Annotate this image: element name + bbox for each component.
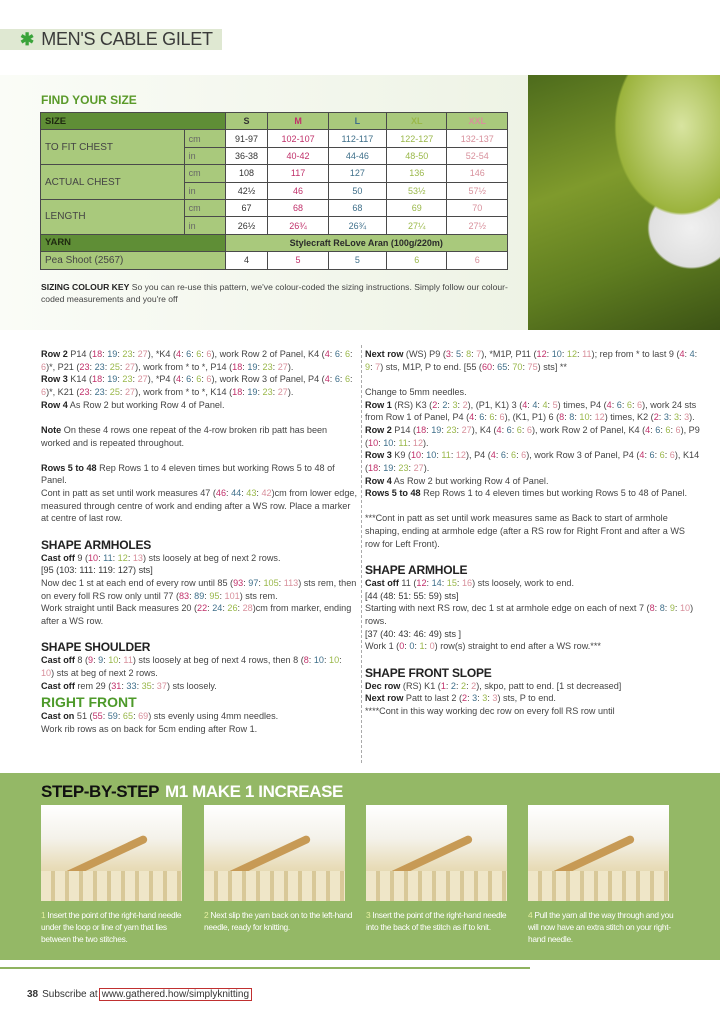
step-number: 3 xyxy=(366,910,371,920)
instruction-text: 11 (12: 14: 15: 16) sts loosely, work to end. xyxy=(398,577,575,588)
step-by-step-title xyxy=(41,782,343,802)
step-photo xyxy=(528,805,669,901)
instruction-text: [95 (103: 111: 119: 127) sts] xyxy=(41,565,153,576)
instruction-text: K9 (10: 10: 11: 12), P4 (4: 6: 6: 6), work Row 3 of Panel, P4 (4: 6: 6: 6), K14 (18: 19: 23: 27). xyxy=(365,450,700,473)
step-number: 4 xyxy=(528,910,533,920)
instruction-paragraph xyxy=(41,723,357,736)
instruction-label: Row 4 xyxy=(365,475,392,486)
measurement-value: 48-50 xyxy=(386,147,447,164)
measurement-row xyxy=(41,199,508,216)
instruction-paragraph xyxy=(41,602,357,627)
measurement-label: LENGTH xyxy=(41,199,185,234)
step-title: STEP-BY-STEP xyxy=(41,782,160,801)
instructions-left-column xyxy=(41,348,357,735)
step-caption xyxy=(204,909,354,933)
instruction-label: Cast on xyxy=(41,711,75,722)
step-caption xyxy=(366,909,516,933)
unit: cm xyxy=(184,165,225,182)
footer xyxy=(27,988,252,1001)
instruction-text: (WS) P9 (3: 5: 8: 7), *M1P, P11 (12: 10: 12: 11); rep from * to last 9 (4: 4: 9: 7) sts, M1P, P to end. [55 (60: 65: 70: 75) sts] ** xyxy=(365,349,698,372)
size-xl: XL xyxy=(386,113,447,130)
instruction-label: Row 3 xyxy=(365,450,392,461)
yarn-label: YARN xyxy=(41,234,226,251)
measurement-value: 146 xyxy=(447,165,508,182)
instruction-paragraph xyxy=(365,348,701,373)
yarn-quantity: 5 xyxy=(328,252,386,269)
instruction-label: Dec row xyxy=(365,680,401,691)
unit: in xyxy=(184,182,225,199)
measurement-value: 68 xyxy=(268,199,329,216)
asterisk-icon: ✱ xyxy=(20,29,35,49)
measurement-value: 27¼ xyxy=(386,217,447,234)
instruction-paragraph xyxy=(41,487,357,525)
instruction-text: Patt to last 2 (2: 3: 3: 3) sts, P to end. xyxy=(403,693,556,704)
instruction-text: P14 (18: 19: 23: 27), *K4 (4: 6: 6: 6), work Row 2 of Panel, K4 (4: 6: 6: 6)*, P21 (23: 23: 25: 27), work from * to *, P14 (18: 19: 23: 27). xyxy=(41,349,353,372)
measurement-value: 132-137 xyxy=(447,130,508,147)
subscribe-link[interactable]: www.gathered.how/simplyknitting xyxy=(99,988,252,1001)
measurement-value: 127 xyxy=(328,165,386,182)
step-text: Pull the yarn all the way through and you will now have an extra stitch on your right-hand needle. xyxy=(528,910,674,944)
section-heading: SHAPE FRONT SLOPE xyxy=(365,665,492,680)
measurement-value: 108 xyxy=(225,165,268,182)
measurement-value: 102-107 xyxy=(268,130,329,147)
measurement-row xyxy=(41,165,508,182)
yarn-quantity: 6 xyxy=(386,252,447,269)
step-subtitle: M1 MAKE 1 INCREASE xyxy=(165,782,343,801)
unit: cm xyxy=(184,130,225,147)
measurement-value: 57½ xyxy=(447,182,508,199)
instruction-text: Work straight until Back measures 20 (22: 24: 26: 28)cm from marker, ending after a WS row. xyxy=(41,603,352,626)
measurement-value: 68 xyxy=(328,199,386,216)
instruction-paragraph xyxy=(365,692,701,705)
size-s: S xyxy=(225,113,268,130)
instruction-text: K14 (18: 19: 23: 27), *P4 (4: 6: 6: 6), work Row 3 of Panel, P4 (4: 6: 6: 6)*, K21 (23: 23: 25: 27), work from * to *, K14 (18: 19: 23: 27). xyxy=(41,374,353,397)
unit: cm xyxy=(184,199,225,216)
measurement-label: ACTUAL CHEST xyxy=(41,165,185,200)
sizing-colour-key xyxy=(41,282,511,305)
instruction-paragraph xyxy=(41,680,357,693)
measurement-value: 26½ xyxy=(225,217,268,234)
yarn-header-row xyxy=(41,234,508,251)
find-your-size-heading: FIND YOUR SIZE xyxy=(41,93,137,107)
step-caption xyxy=(528,909,678,945)
footer-rule xyxy=(0,967,530,969)
instruction-label: Row 3 xyxy=(41,374,68,385)
section-title: RIGHT FRONT xyxy=(41,694,137,711)
measurement-value: 26¾ xyxy=(268,217,329,234)
instruction-paragraph xyxy=(41,654,357,679)
measurement-value: 46 xyxy=(268,182,329,199)
instruction-text: [37 (40: 43: 46: 49) sts ] xyxy=(365,628,462,639)
unit: in xyxy=(184,147,225,164)
instruction-label: Row 4 xyxy=(41,399,68,410)
instruction-paragraph xyxy=(41,399,357,412)
instruction-paragraph xyxy=(365,449,701,474)
yarn-name: Stylecraft ReLove Aran (100g/220m) xyxy=(225,234,507,251)
instruction-paragraph xyxy=(365,487,701,500)
instruction-paragraph xyxy=(365,640,701,653)
instruction-text: Work rib rows as on back for 5cm ending after Row 1. xyxy=(41,723,258,734)
measurement-value: 117 xyxy=(268,165,329,182)
instruction-paragraph xyxy=(365,386,701,399)
instruction-paragraph xyxy=(365,399,701,424)
section-heading: SHAPE SHOULDER xyxy=(41,640,151,655)
instructions-right-column xyxy=(365,348,701,717)
yarn-quantity: 6 xyxy=(447,252,508,269)
instruction-paragraph xyxy=(365,680,701,693)
instruction-text: On these 4 rows one repeat of the 4-row broken rib patt has been worked and is repeated throughout. xyxy=(41,424,328,448)
size-header-row xyxy=(41,113,508,130)
instruction-label: Row 2 xyxy=(365,424,392,435)
step-text: Insert the point of the right-hand needle under the loop or line of yarn that lies between the two stitches. xyxy=(41,910,182,944)
measurement-label: TO FIT CHEST xyxy=(41,130,185,165)
instruction-text: Rep Rows 1 to 4 eleven times but working Rows 5 to 48 of Panel. xyxy=(41,462,335,486)
gilet-photo xyxy=(528,75,720,330)
yarn-quantity: 4 xyxy=(225,252,268,269)
instruction-text: Change to 5mm needles. xyxy=(365,386,467,397)
measurement-value: 53½ xyxy=(386,182,447,199)
measurement-value: 36-38 xyxy=(225,147,268,164)
step-photo xyxy=(204,805,345,901)
measurement-value: 27½ xyxy=(447,217,508,234)
instruction-label: Rows 5 to 48 xyxy=(41,462,97,473)
section-heading: SHAPE ARMHOLES xyxy=(41,537,152,552)
measurement-value: 26¾ xyxy=(328,217,386,234)
size-label: SIZE xyxy=(41,113,226,130)
measurement-value: 40-42 xyxy=(268,147,329,164)
measurement-value: 91-97 xyxy=(225,130,268,147)
page-header xyxy=(0,29,222,50)
instruction-label: Row 1 xyxy=(365,399,392,410)
unit: in xyxy=(184,217,225,234)
instruction-paragraph xyxy=(41,577,357,602)
measurement-value: 136 xyxy=(386,165,447,182)
instruction-text: 51 (55: 59: 65: 69) sts evenly using 4mm needles. xyxy=(74,711,279,722)
measurement-value: 70 xyxy=(447,199,508,216)
instruction-paragraph xyxy=(365,705,701,718)
step-number: 1 xyxy=(41,910,46,920)
measurement-value: 112-117 xyxy=(328,130,386,147)
instruction-text: ****Cont in this way working dec row on every foll RS row until xyxy=(365,705,615,716)
instruction-paragraph xyxy=(41,462,357,487)
instruction-text: As Row 2 but working Row 4 of Panel. xyxy=(391,475,549,486)
yarn-colour: Pea Shoot (2567) xyxy=(41,252,226,269)
measurement-value: 122-127 xyxy=(386,130,447,147)
instruction-paragraph xyxy=(41,348,357,373)
size-m: M xyxy=(268,113,329,130)
instruction-text: P14 (18: 19: 23: 27), K4 (4: 6: 6: 6), work Row 2 of Panel, K4 (4: 6: 6: 6), P9 (10: 10: 11: 12). xyxy=(365,424,700,448)
measurement-value: 44-46 xyxy=(328,147,386,164)
instruction-paragraph xyxy=(365,602,701,627)
step-photo xyxy=(366,805,507,901)
pattern-title: MEN'S CABLE GILET xyxy=(41,29,213,49)
instruction-paragraph xyxy=(365,424,701,449)
stitch-count xyxy=(365,590,701,603)
step-number: 2 xyxy=(204,910,209,920)
instruction-paragraph xyxy=(41,424,357,449)
key-text: So you can re-use this pattern, we've colour-coded the sizing instructions. Simply follow our colour-coded measurements and you're off xyxy=(41,282,508,304)
instruction-label: Cast off xyxy=(41,552,75,563)
instruction-text: As Row 2 but working Row 4 of Panel. xyxy=(67,399,225,410)
instruction-text: 8 (9: 9: 10: 11) sts loosely at beg of next 4 rows, then 8 (8: 10: 10: 10) sts at beg of next 2 rows. xyxy=(41,655,342,678)
size-table xyxy=(40,112,508,270)
instruction-text: (RS) K1 (1: 2: 2: 2), skpo, patt to end. [1 st decreased] xyxy=(400,680,622,691)
instruction-label: Rows 5 to 48 xyxy=(365,488,421,499)
instruction-paragraph xyxy=(41,373,357,398)
stitch-count xyxy=(41,564,357,577)
column-divider xyxy=(361,345,362,763)
step-text: Insert the point of the right-hand needle into the back of the stitch as if to knit. xyxy=(366,910,507,932)
key-label: SIZING COLOUR KEY xyxy=(41,282,130,292)
measurement-value: 69 xyxy=(386,199,447,216)
step-caption xyxy=(41,909,191,945)
instruction-text: ***Cont in patt as set until work measures same as Back to start of armhole shaping, ending at armhole edge (after a RS row for Right Front and after a WS row for Left Front). xyxy=(365,513,685,549)
size-l: L xyxy=(328,113,386,130)
instruction-text: 9 (10: 11: 12: 13) sts loosely at beg of next 2 rows. xyxy=(74,552,281,563)
size-xxl: XXL xyxy=(447,113,508,130)
step-photo xyxy=(41,805,182,901)
measurement-value: 52-54 xyxy=(447,147,508,164)
measurement-value: 50 xyxy=(328,182,386,199)
instruction-paragraph xyxy=(365,512,701,550)
instruction-text: rem 29 (31: 33: 35: 37) sts loosely. xyxy=(74,680,217,691)
instruction-text: [44 (48: 51: 55: 59) sts] xyxy=(365,590,459,601)
measurement-value: 67 xyxy=(225,199,268,216)
stitch-count xyxy=(365,628,701,641)
instruction-paragraph xyxy=(365,577,701,590)
instruction-text: (RS) K3 (2: 2: 3: 2), (P1, K1) 3 (4: 4: 4: 5) times, P4 (4: 6: 6: 6), work 24 sts from Row 1 of Panel, P4 (4: 6: 6: 6), (K1, P1) 6 (8: 8: 10: 12) times, K2 (2: 3: 3: 3). xyxy=(365,399,697,423)
instruction-paragraph xyxy=(41,710,357,723)
instruction-text: Work 1 (0: 0: 1: 0) row(s) straight to end after a WS row.*** xyxy=(365,641,601,652)
page-number: 38 xyxy=(27,989,39,1000)
step-by-step-panel xyxy=(0,773,720,960)
instruction-text: Cont in patt as set until work measures 47 (46: 44: 43: 42)cm from lower edge, measured through centre of work and ending after a WS row. Place a marker at centre of last row. xyxy=(41,488,357,524)
subscribe-text: Subscribe at xyxy=(42,989,98,1000)
step-text: Next slip the yarn back on to the left-hand needle, ready for knitting. xyxy=(204,910,353,932)
section-heading: SHAPE ARMHOLE xyxy=(365,562,468,577)
measurement-value: 42½ xyxy=(225,182,268,199)
instruction-label: Cast off xyxy=(365,577,399,588)
yarn-row xyxy=(41,252,508,269)
instruction-label: Cast off xyxy=(41,680,75,691)
instruction-label: Row 2 xyxy=(41,349,68,359)
instruction-text: Now dec 1 st at each end of every row until 85 (93: 97: 105: 113) sts rem, then on every foll RS row only until 77 (83: 89: 95: 101) sts rem. xyxy=(41,577,357,601)
instruction-paragraph xyxy=(365,475,701,488)
instruction-label: Next row xyxy=(365,693,404,704)
instruction-label: Cast off xyxy=(41,655,75,666)
instruction-paragraph xyxy=(41,552,357,565)
instruction-label: Note xyxy=(41,424,62,435)
instruction-label: Next row xyxy=(365,349,404,359)
instruction-text: Starting with next RS row, dec 1 st at armhole edge on each of next 7 (8: 8: 9: 10) rows. xyxy=(365,603,694,626)
instruction-text: Rep Rows 1 to 4 eleven times but working Rows 5 to 48 of Panel. xyxy=(420,488,687,499)
yarn-quantity: 5 xyxy=(268,252,329,269)
measurement-row xyxy=(41,130,508,147)
